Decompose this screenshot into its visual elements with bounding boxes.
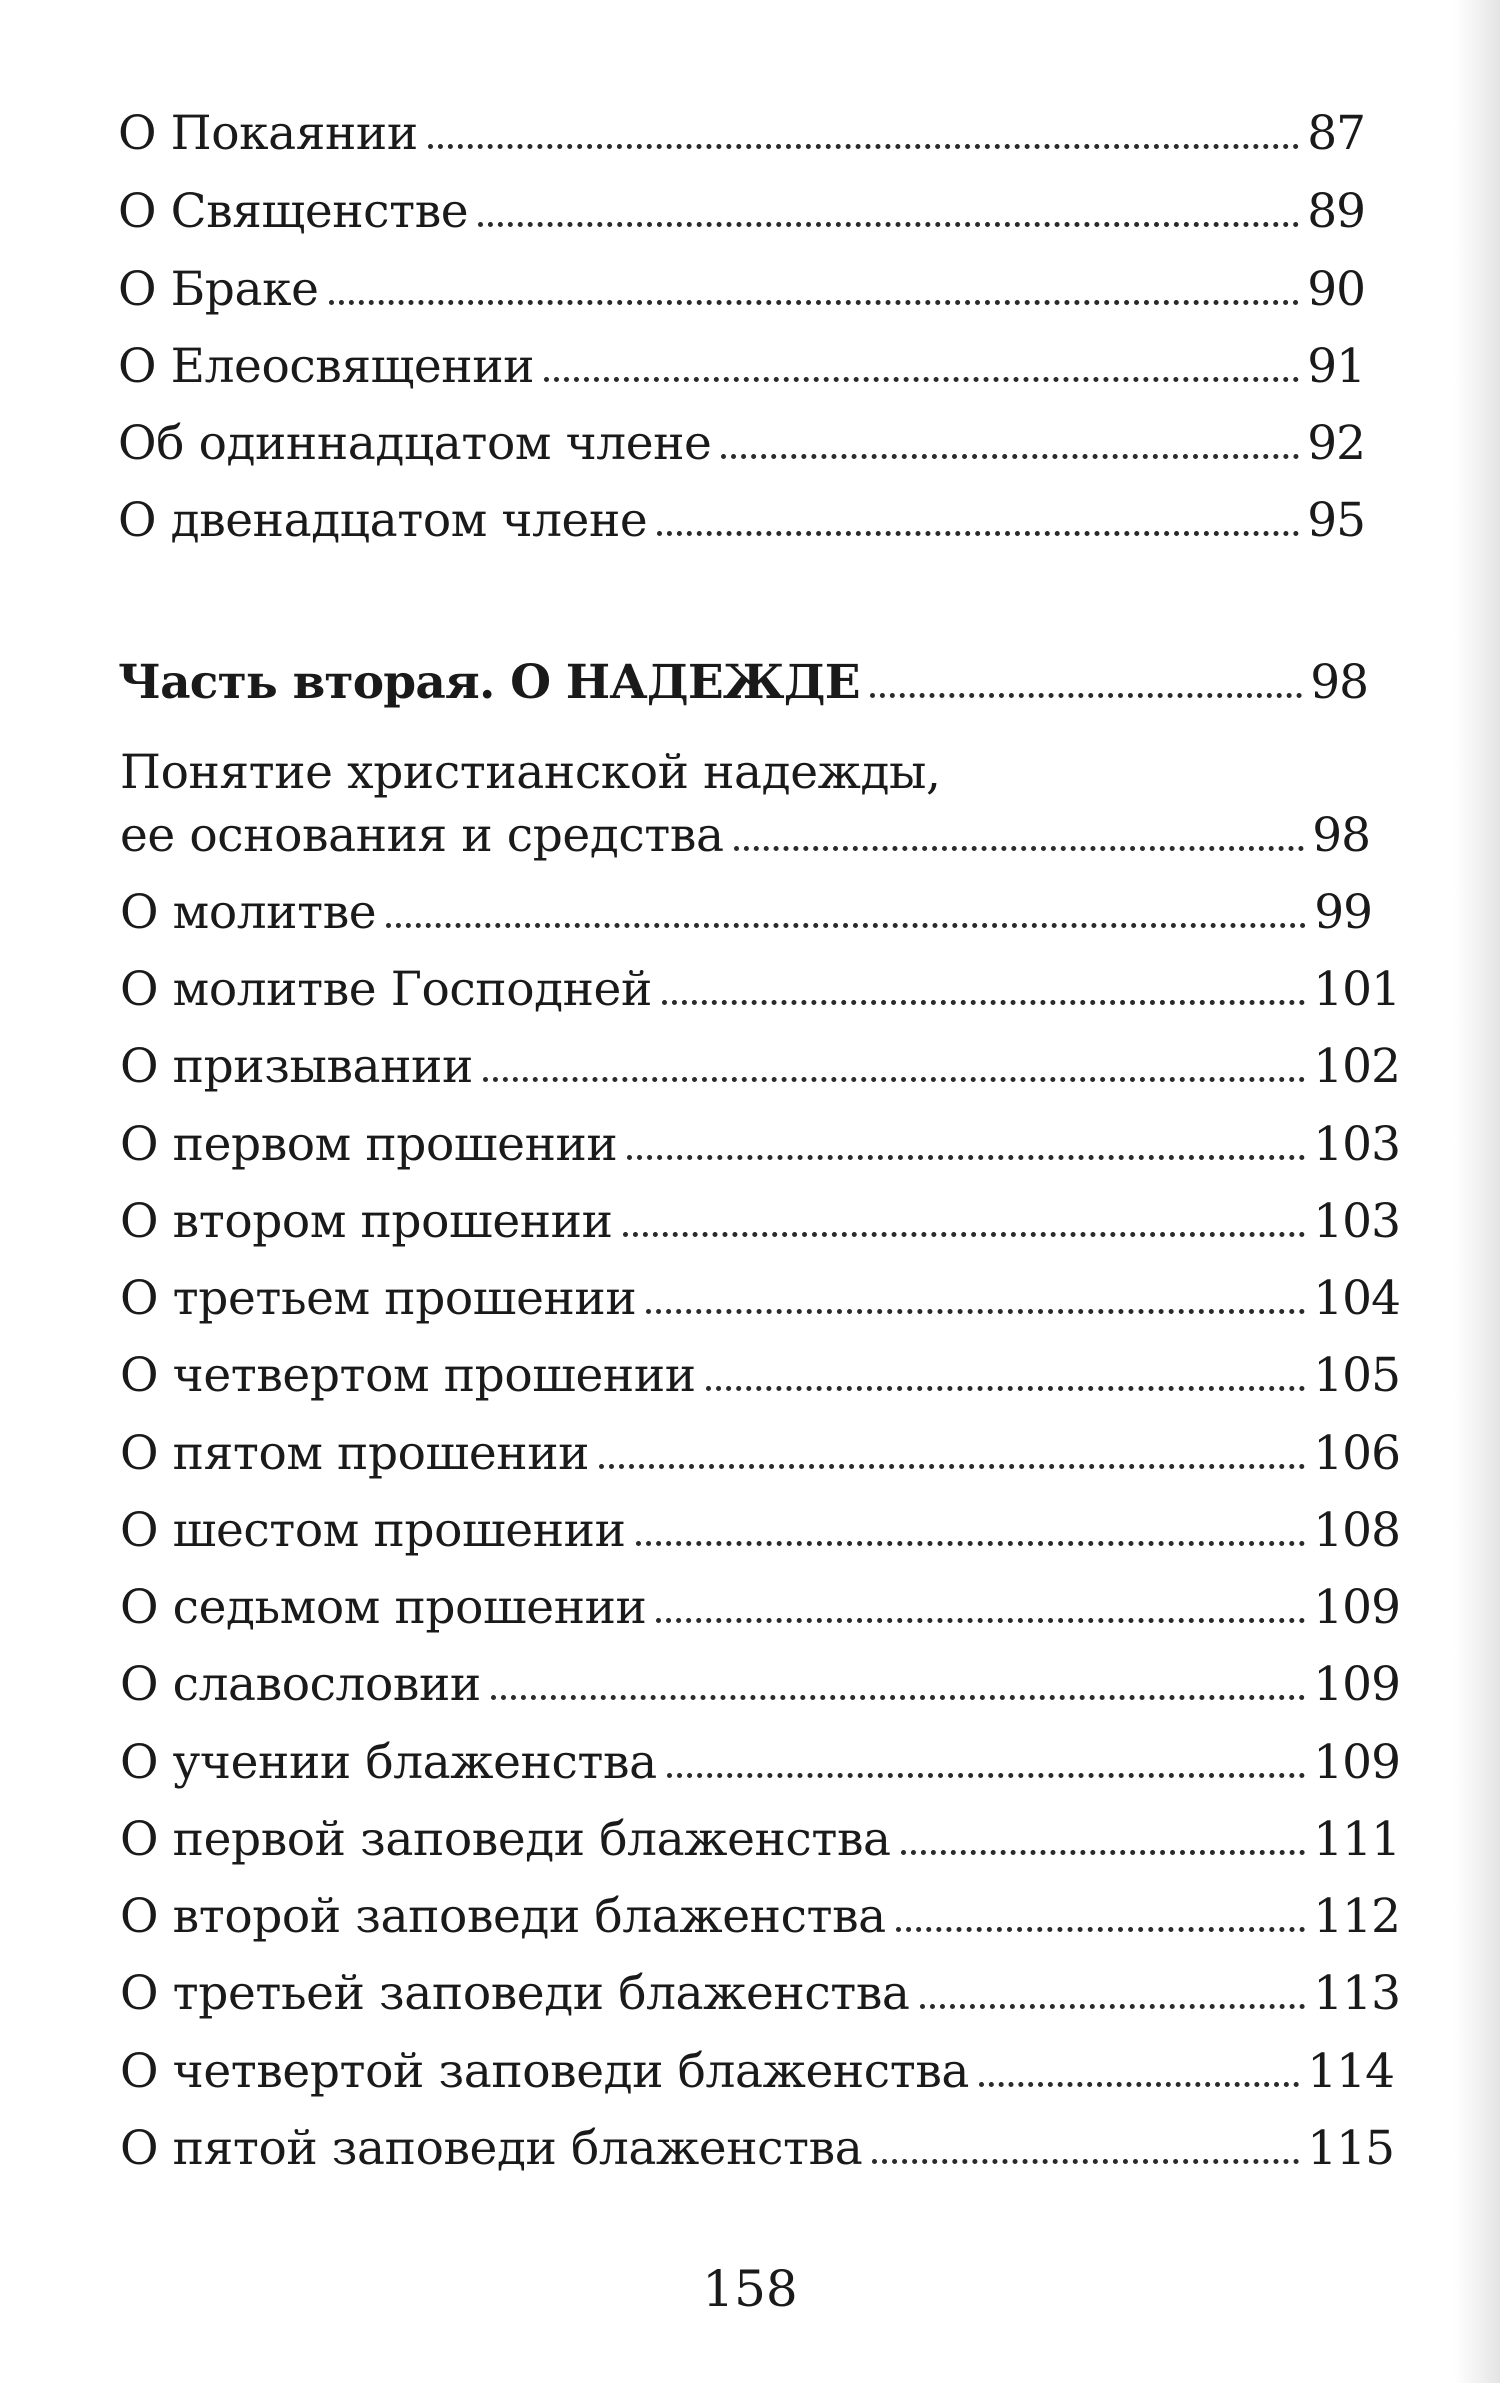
dot-leader xyxy=(901,1849,1306,1855)
toc-entry[interactable] xyxy=(120,1345,1400,1407)
toc-entry-page: 104 xyxy=(1313,1271,1400,1326)
toc-entry-page: 103 xyxy=(1313,1117,1400,1172)
toc-entry[interactable] xyxy=(120,1809,1400,1871)
toc-entry-title: О пятом прошении xyxy=(120,1426,590,1481)
toc-entry-page: 95 xyxy=(1307,493,1365,548)
dot-leader xyxy=(491,1694,1305,1700)
toc-entry-title: О двенадцатом члене xyxy=(118,493,648,548)
toc-entry[interactable] xyxy=(120,1036,1400,1098)
toc-entry-title: О пятой заповеди блаженства xyxy=(120,2121,863,2176)
dot-leader xyxy=(656,1617,1305,1623)
dot-leader xyxy=(872,2158,1299,2164)
toc-entry[interactable] xyxy=(120,1191,1400,1253)
toc-entry-page: 108 xyxy=(1313,1503,1400,1558)
toc-entry-page: 102 xyxy=(1313,1039,1400,1094)
toc-entry-page: 114 xyxy=(1307,2044,1394,2099)
dot-leader xyxy=(734,845,1305,851)
dot-leader xyxy=(544,376,1299,382)
dot-leader xyxy=(627,1154,1305,1160)
toc-entry-title: О молитве Господней xyxy=(120,962,652,1017)
toc-entry[interactable] xyxy=(118,336,1365,398)
toc-entry[interactable] xyxy=(120,959,1400,1021)
dot-leader xyxy=(623,1231,1306,1237)
toc-entry-title: О Елеосвящении xyxy=(118,339,535,394)
page-number: 158 xyxy=(702,2260,798,2318)
toc-entry[interactable] xyxy=(120,2118,1394,2180)
dot-leader xyxy=(979,2081,1299,2087)
dot-leader xyxy=(483,1076,1305,1082)
toc-entry-title: О славословии xyxy=(120,1657,481,1712)
toc-entry-page: 91 xyxy=(1307,339,1365,394)
toc-entry-title: О четвертом прошении xyxy=(120,1348,696,1403)
toc-entry[interactable] xyxy=(120,1654,1400,1716)
toc-entry[interactable] xyxy=(120,1114,1400,1176)
toc-entry-page: 111 xyxy=(1313,1812,1400,1867)
dot-leader xyxy=(920,2003,1306,2009)
toc-entry[interactable] xyxy=(120,1500,1400,1562)
toc-entry[interactable] xyxy=(120,1963,1400,2025)
toc-entry-page: 90 xyxy=(1307,262,1365,317)
toc-entry[interactable] xyxy=(120,1268,1400,1330)
dot-leader xyxy=(870,692,1302,698)
toc-entry-page: 101 xyxy=(1313,962,1400,1017)
toc-entry-title: ее основания и средства xyxy=(120,808,724,863)
dot-leader xyxy=(428,143,1299,149)
dot-leader xyxy=(896,1926,1305,1932)
toc-entry-title: О седьмом прошении xyxy=(120,1580,647,1635)
toc-entry-title: О Священстве xyxy=(118,184,469,239)
dot-leader xyxy=(636,1540,1306,1546)
toc-entry-page: 109 xyxy=(1313,1580,1400,1635)
toc-entry-title: О Покаянии xyxy=(118,106,418,161)
toc-entry[interactable] xyxy=(120,1886,1400,1948)
toc-entry-first-line: Понятие христианской надежды, xyxy=(120,745,941,800)
dot-leader xyxy=(706,1385,1306,1391)
part-heading-title: Часть вторая. О НАДЕЖДЕ xyxy=(118,655,860,710)
toc-entry-title: О четвертой заповеди блаженства xyxy=(120,2044,969,2099)
toc-entry[interactable] xyxy=(118,259,1365,321)
dot-leader xyxy=(657,530,1299,536)
toc-entry-page: 115 xyxy=(1307,2121,1394,2176)
toc-entry-page: 89 xyxy=(1307,184,1365,239)
toc-entry-page: 92 xyxy=(1307,416,1365,471)
toc-part-heading[interactable] xyxy=(118,652,1368,714)
dot-leader xyxy=(662,999,1305,1005)
dot-leader xyxy=(646,1308,1305,1314)
dot-leader xyxy=(667,1772,1306,1778)
toc-entry-title: О Браке xyxy=(118,262,319,317)
toc-entry-page: 105 xyxy=(1313,1348,1400,1403)
toc-entry[interactable] xyxy=(118,181,1365,243)
toc-entry[interactable] xyxy=(120,1577,1400,1639)
toc-entry[interactable] xyxy=(118,413,1365,475)
toc-entry-title: О втором прошении xyxy=(120,1194,613,1249)
toc-entry-page: 112 xyxy=(1313,1889,1400,1944)
toc-entry-page: 109 xyxy=(1313,1735,1400,1790)
toc-entry-title: О молитве xyxy=(120,885,377,940)
toc-entry-title: О учении блаженства xyxy=(120,1735,657,1790)
dot-leader xyxy=(721,453,1299,459)
dot-leader xyxy=(386,922,1306,928)
toc-entry-page: 106 xyxy=(1313,1426,1400,1481)
toc-entry-page: 99 xyxy=(1314,885,1372,940)
toc-entry[interactable] xyxy=(120,1732,1400,1794)
toc-entry-title: О призывании xyxy=(120,1039,473,1094)
toc-entry[interactable] xyxy=(118,490,1365,552)
toc-entry[interactable] xyxy=(120,1423,1400,1485)
dot-leader xyxy=(599,1463,1305,1469)
toc-entry-page: 113 xyxy=(1313,1966,1400,2021)
toc-entry[interactable] xyxy=(120,2041,1394,2103)
toc-entry[interactable] xyxy=(120,805,1370,867)
toc-entry[interactable] xyxy=(118,103,1365,165)
dot-leader xyxy=(478,221,1299,227)
page-edge-shadow xyxy=(1454,0,1500,2383)
toc-entry-page: 103 xyxy=(1313,1194,1400,1249)
toc-entry[interactable] xyxy=(120,882,1372,944)
toc-entry-page: 109 xyxy=(1313,1657,1400,1712)
toc-entry-title: О второй заповеди блаженства xyxy=(120,1889,886,1944)
toc-entry-page: 98 xyxy=(1312,808,1370,863)
toc-entry-title: О первом прошении xyxy=(120,1117,618,1172)
toc-entry-title: О третьем прошении xyxy=(120,1271,637,1326)
dot-leader xyxy=(329,299,1300,305)
toc-entry-title: О шестом прошении xyxy=(120,1503,626,1558)
toc-entry-page: 87 xyxy=(1307,106,1365,161)
toc-entry-title: О первой заповеди блаженства xyxy=(120,1812,891,1867)
toc-entry-title: Об одиннадцатом члене xyxy=(118,416,712,471)
part-heading-page: 98 xyxy=(1310,655,1368,710)
toc-entry-title: О третьей заповеди блаженства xyxy=(120,1966,910,2021)
